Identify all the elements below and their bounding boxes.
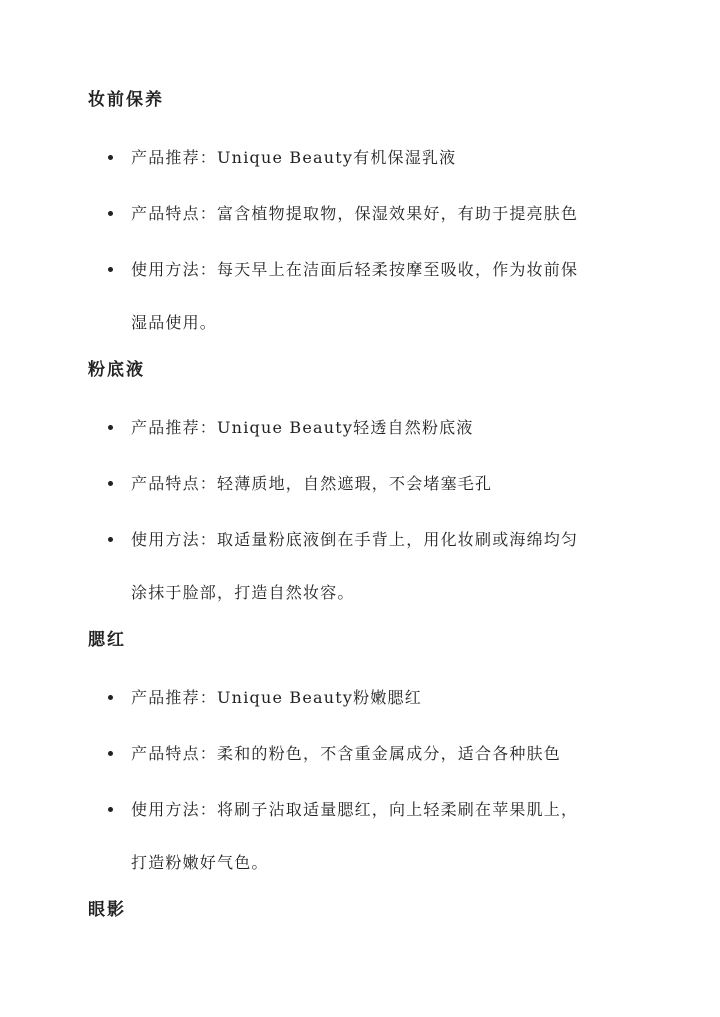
list-item-text: 产品推荐：Unique Beauty有机保湿乳液: [131, 148, 457, 167]
list-item-text: 产品特点：柔和的粉色，不含重金属成分，适合各种肤色: [131, 744, 562, 763]
list-item-text: 使用方法：每天早上在洁面后轻柔按摩至吸收，作为妆前保 湿品使用。: [131, 260, 579, 332]
bullet-icon: [108, 267, 113, 272]
bullet-icon: [108, 155, 113, 160]
bullet-icon: [108, 751, 113, 756]
bullet-icon: [108, 695, 113, 700]
bullet-icon: [108, 425, 113, 430]
section-heading-eyeshadow: 眼影: [88, 900, 126, 920]
bullet-icon: [108, 481, 113, 486]
list-item-text: 使用方法：取适量粉底液倒在手背上，用化妆刷或海绵均匀 涂抹于脸部，打造自然妆容。: [131, 530, 579, 602]
list-item-text: 产品特点：轻薄质地，自然遮瑕，不会堵塞毛孔: [131, 474, 493, 493]
section-heading-skincare: 妆前保养: [88, 90, 164, 110]
bullet-icon: [108, 537, 113, 542]
list-item-text: 产品特点：富含植物提取物，保湿效果好，有助于提亮肤色: [131, 204, 579, 223]
list-item-text: 产品推荐：Unique Beauty粉嫩腮红: [131, 688, 422, 707]
bullet-icon: [108, 807, 113, 812]
section-heading-foundation: 粉底液: [88, 360, 145, 380]
list-item-text: 产品推荐：Unique Beauty轻透自然粉底液: [131, 418, 474, 437]
bullet-icon: [108, 211, 113, 216]
list-item-text: 使用方法：将刷子沾取适量腮红，向上轻柔刷在苹果肌上， 打造粉嫩好气色。: [131, 800, 579, 872]
section-heading-blush: 腮红: [88, 630, 126, 650]
